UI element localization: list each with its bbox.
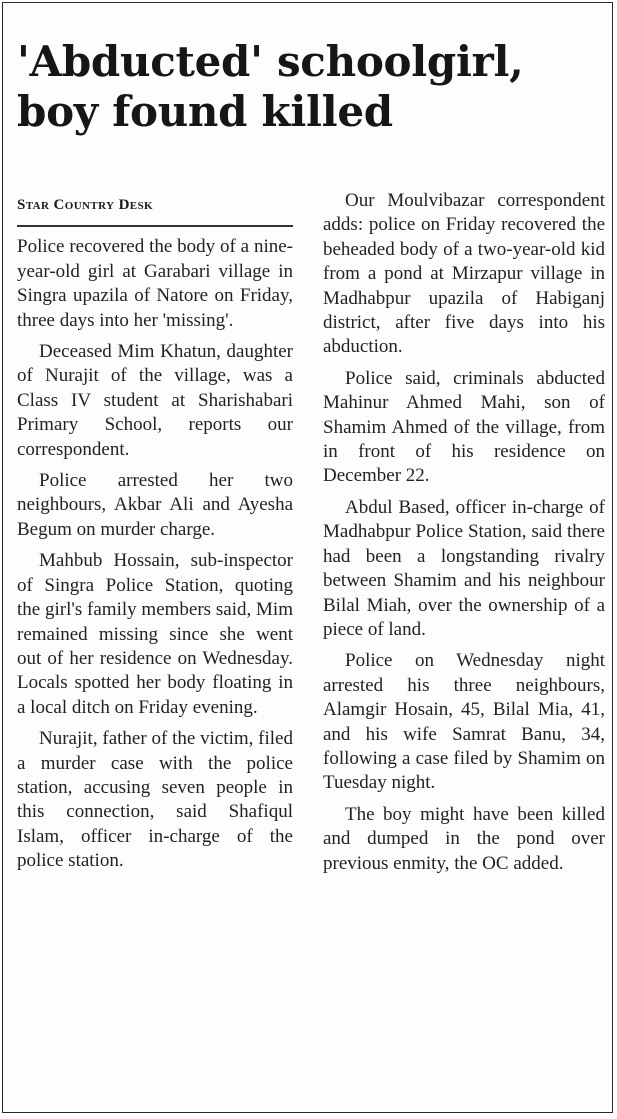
paragraph: Police arrested her two neighbours, Akbar Ali and Ayesha Begum on murder charge. [17,470,293,540]
paragraph: Our Moulvibazar correspondent adds: police on Friday recovered the beheaded body of a two-year-old kid from a pond at Mirzapur village in Madhabpur upazila of Habiganj district, after five days into his abduction. [323,190,605,358]
paragraph: Police recovered the body of a nine-year-old girl at Garabari village in Singra upazila of Natore on Friday, three days into her 'missing'. [17,236,293,331]
byline: Star Country Desk [17,193,293,227]
paragraph: Police on Wednesday night arrested his three neighbours, Alamgir Hosain, 45, Bilal Mia, 41, and his wife Samrat Banu, 34, following a case filed by Shamim on Tuesday night. [323,650,605,794]
news-clipping [2,2,613,1113]
paragraph: Deceased Mim Khatun, daughter of Nurajit of the village, was a Class IV student at Sharishabari Primary School, reports our correspondent. [17,341,293,460]
paragraph: Mahbub Hossain, sub-inspector of Singra Police Station, quoting the girl's family members said, Mim remained missing since she went out of her residence on Wednesday. Locals spotted her body floating in a local ditch on Friday evening. [17,550,293,718]
left-column [17,193,293,881]
paragraph: Nurajit, father of the victim, filed a murder case with the police station, accusing seven people in this connection, said Shafiqul Islam, officer in-charge of the police station. [17,728,293,872]
headline: 'Abducted' schoolgirl, boy found killed [17,37,524,136]
paragraph: Abdul Based, officer in-charge of Madhabpur Police Station, said there had been a longstanding rivalry between Shamim and his neighbour Bilal Miah, over the ownership of a piece of land. [323,496,605,640]
right-column [323,189,605,883]
paragraph: Police said, criminals abducted Mahinur Ahmed Mahi, son of Shamim Ahmed of the village, from in front of his residence on December 22. [323,367,605,487]
paragraph: The boy might have been killed and dumped in the pond over previous enmity, the OC added. [323,803,605,874]
